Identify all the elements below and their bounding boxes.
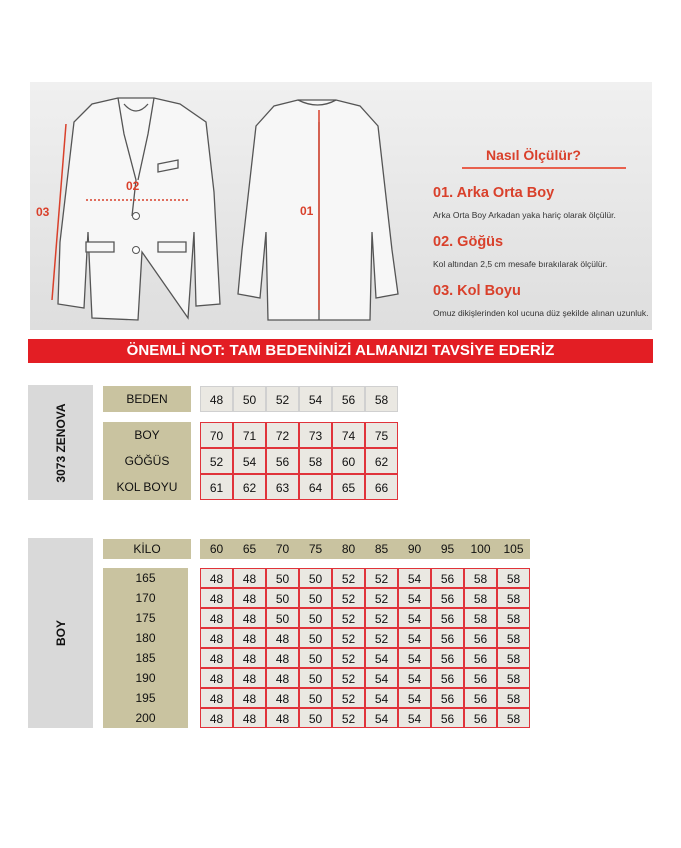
measure-value-cell: 64 (299, 474, 332, 500)
weight-cell: 105 (497, 539, 530, 559)
recommended-size-cell: 56 (431, 708, 464, 728)
model-side-label (28, 385, 93, 500)
measure-value-cell: 58 (299, 448, 332, 474)
recommended-size-cell: 48 (200, 568, 233, 588)
recommended-size-cell: 48 (200, 588, 233, 608)
recommended-size-cell: 50 (299, 648, 332, 668)
step-1-description: Arka Orta Boy Arkadan yaka hariç olarak ölçülür. (433, 210, 616, 220)
recommended-size-cell: 52 (332, 688, 365, 708)
recommended-size-cell: 56 (431, 608, 464, 628)
how-to-measure-underline (462, 167, 626, 169)
recommended-size-cell: 58 (464, 568, 497, 588)
recommended-size-cell: 48 (266, 628, 299, 648)
recommended-size-cell: 48 (200, 608, 233, 628)
recommended-size-cell: 58 (464, 608, 497, 628)
recommended-size-cell: 48 (200, 668, 233, 688)
recommended-size-cell: 54 (398, 608, 431, 628)
recommended-size-cell: 52 (332, 708, 365, 728)
measure-row-label: GÖĞÜS (103, 448, 191, 474)
jacket-illustration (30, 82, 652, 330)
recommended-size-cell: 52 (332, 568, 365, 588)
size-header-label: BEDEN (103, 386, 191, 412)
measure-value-cell: 61 (200, 474, 233, 500)
weight-header-label: KİLO (103, 539, 191, 559)
size-cell: 52 (266, 386, 299, 412)
recommended-size-cell: 58 (497, 708, 530, 728)
recommended-size-cell: 48 (200, 708, 233, 728)
size-cell: 58 (365, 386, 398, 412)
important-note-banner: ÖNEMLİ NOT: TAM BEDENİNİZİ ALMANIZI TAVSİYE EDERİZ (28, 339, 653, 363)
recommended-size-cell: 56 (464, 688, 497, 708)
recommended-size-cell: 48 (233, 608, 266, 628)
recommended-size-cell: 58 (497, 568, 530, 588)
measure-value-cell: 63 (266, 474, 299, 500)
measure-value-cell: 65 (332, 474, 365, 500)
measure-value-cell: 54 (233, 448, 266, 474)
recommended-size-cell: 58 (497, 588, 530, 608)
recommended-size-cell: 54 (398, 588, 431, 608)
recommended-size-cell: 50 (299, 668, 332, 688)
recommended-size-cell: 50 (299, 628, 332, 648)
recommended-size-cell: 56 (464, 708, 497, 728)
step-2-description: Kol altından 2,5 cm mesafe bırakılarak ölçülür. (433, 259, 608, 269)
recommended-size-cell: 52 (365, 628, 398, 648)
measure-value-cell: 71 (233, 422, 266, 448)
weight-cell: 100 (464, 539, 497, 559)
recommended-size-cell: 50 (299, 688, 332, 708)
measure-row-label: KOL BOYU (103, 474, 191, 500)
recommended-size-cell: 50 (299, 608, 332, 628)
recommended-size-cell: 48 (233, 568, 266, 588)
recommended-size-cell: 50 (266, 608, 299, 628)
measure-value-cell: 60 (332, 448, 365, 474)
height-row-label: 175 (103, 608, 188, 628)
recommended-size-cell: 58 (464, 588, 497, 608)
height-row-label: 185 (103, 648, 188, 668)
recommended-size-cell: 48 (233, 708, 266, 728)
measurement-guide-panel (30, 82, 652, 330)
measure-label-sleeve: 03 (36, 205, 50, 219)
recommended-size-cell: 54 (365, 668, 398, 688)
recommended-size-cell: 52 (332, 588, 365, 608)
recommended-size-cell: 58 (497, 648, 530, 668)
recommended-size-cell: 50 (266, 588, 299, 608)
recommended-size-cell: 56 (431, 588, 464, 608)
recommended-size-cell: 48 (266, 648, 299, 668)
recommended-size-cell: 54 (398, 708, 431, 728)
recommended-size-cell: 58 (497, 688, 530, 708)
recommended-size-cell: 48 (233, 628, 266, 648)
weight-cell: 95 (431, 539, 464, 559)
recommended-size-cell: 48 (200, 648, 233, 668)
recommended-size-cell: 48 (233, 668, 266, 688)
step-3-description: Omuz dikişlerinden kol ucuna düz şekilde alınan uzunluk. (433, 308, 649, 318)
step-1-title: 01. Arka Orta Boy (433, 185, 555, 201)
recommended-size-cell: 50 (299, 708, 332, 728)
step-3-title: 03. Kol Boyu (433, 283, 521, 299)
recommended-size-cell: 50 (299, 588, 332, 608)
recommended-size-cell: 56 (464, 648, 497, 668)
measure-row-label: BOY (103, 422, 191, 448)
recommended-size-cell: 54 (365, 648, 398, 668)
weight-cell: 65 (233, 539, 266, 559)
measure-value-cell: 62 (365, 448, 398, 474)
height-row-label: 170 (103, 588, 188, 608)
recommended-size-cell: 56 (431, 568, 464, 588)
height-axis-label: BOY (53, 619, 68, 647)
recommended-size-cell: 56 (431, 628, 464, 648)
recommended-size-cell: 48 (233, 588, 266, 608)
measure-value-cell: 52 (200, 448, 233, 474)
weight-cell: 85 (365, 539, 398, 559)
recommended-size-cell: 58 (497, 668, 530, 688)
recommended-size-cell: 52 (332, 608, 365, 628)
recommended-size-cell: 56 (431, 648, 464, 668)
recommended-size-cell: 54 (365, 708, 398, 728)
recommended-size-cell: 48 (200, 688, 233, 708)
measure-label-chest: 02 (126, 179, 140, 193)
recommended-size-cell: 58 (497, 628, 530, 648)
size-cell: 56 (332, 386, 365, 412)
recommended-size-cell: 54 (398, 648, 431, 668)
recommended-size-cell: 56 (431, 688, 464, 708)
measure-value-cell: 70 (200, 422, 233, 448)
weight-cell: 60 (200, 539, 233, 559)
measure-value-cell: 74 (332, 422, 365, 448)
how-to-measure-title: Nasıl Ölçülür? (486, 147, 581, 163)
recommended-size-cell: 50 (266, 568, 299, 588)
measure-value-cell: 56 (266, 448, 299, 474)
recommended-size-cell: 56 (431, 668, 464, 688)
measure-label-back-length: 01 (300, 204, 314, 218)
recommended-size-cell: 48 (233, 688, 266, 708)
recommended-size-cell: 52 (332, 668, 365, 688)
recommended-size-cell: 48 (266, 688, 299, 708)
model-name: 3073 ZENOVA (53, 402, 68, 483)
recommended-size-cell: 52 (365, 568, 398, 588)
recommended-size-cell: 54 (398, 568, 431, 588)
recommended-size-cell: 58 (497, 608, 530, 628)
recommended-size-cell: 54 (398, 688, 431, 708)
recommended-size-cell: 52 (365, 588, 398, 608)
recommended-size-cell: 52 (332, 648, 365, 668)
measure-value-cell: 73 (299, 422, 332, 448)
height-row-label: 165 (103, 568, 188, 588)
back-jacket-drawing (238, 100, 398, 320)
height-row-label: 195 (103, 688, 188, 708)
recommended-size-cell: 48 (266, 708, 299, 728)
recommended-size-cell: 50 (299, 568, 332, 588)
measure-value-cell: 66 (365, 474, 398, 500)
front-jacket-drawing (58, 98, 220, 320)
height-row-label: 190 (103, 668, 188, 688)
height-row-label: 180 (103, 628, 188, 648)
step-2-title: 02. Göğüs (433, 234, 504, 250)
recommended-size-cell: 54 (365, 688, 398, 708)
recommended-size-cell: 52 (365, 608, 398, 628)
height-row-label: 200 (103, 708, 188, 728)
weight-cell: 75 (299, 539, 332, 559)
weight-cell: 90 (398, 539, 431, 559)
recommended-size-cell: 54 (398, 628, 431, 648)
fit-side-label (28, 538, 93, 728)
weight-cell: 80 (332, 539, 365, 559)
measure-value-cell: 75 (365, 422, 398, 448)
measure-value-cell: 72 (266, 422, 299, 448)
size-cell: 50 (233, 386, 266, 412)
size-cell: 54 (299, 386, 332, 412)
recommended-size-cell: 52 (332, 628, 365, 648)
recommended-size-cell: 48 (200, 628, 233, 648)
recommended-size-cell: 48 (233, 648, 266, 668)
recommended-size-cell: 56 (464, 668, 497, 688)
recommended-size-cell: 54 (398, 668, 431, 688)
measure-value-cell: 62 (233, 474, 266, 500)
size-cell: 48 (200, 386, 233, 412)
recommended-size-cell: 48 (266, 668, 299, 688)
weight-cell: 70 (266, 539, 299, 559)
recommended-size-cell: 56 (464, 628, 497, 648)
